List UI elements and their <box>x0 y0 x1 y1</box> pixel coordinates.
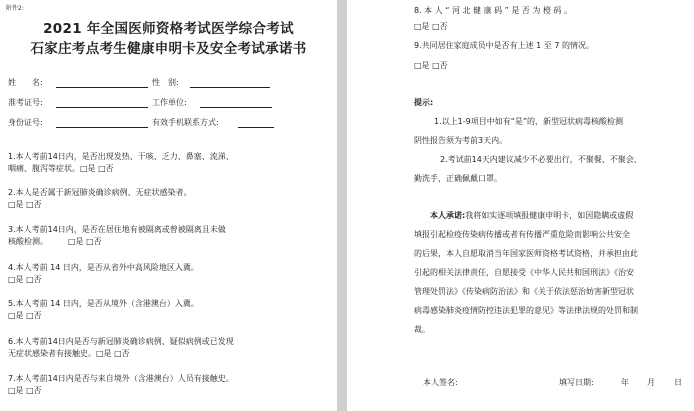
tips-heading: 提示: <box>414 98 434 107</box>
promise-line-6: 病毒感染肺炎疫情防控违法犯罪的意见》等法律法规的处罚和制 <box>414 306 638 315</box>
promise-line-3: 的后果，本人自愿取消当年国家医师资格考试资格，并承担由此 <box>414 249 638 258</box>
promise-line-2: 填报引起检疫传染病传播或者有传播严重危险而影响公共安全 <box>414 230 630 239</box>
question-8-options: □是 □否 <box>414 22 448 31</box>
exam-no-label: 准考证号: <box>8 98 43 107</box>
id-no-input-line[interactable] <box>56 127 148 128</box>
question-4: 4.本人考前 14 日内，是否从省外中高风险地区入冀。 □是 □否 <box>8 263 199 284</box>
date-label: 填写日期: <box>559 378 594 387</box>
phone-label: 有效手机联系方式: <box>152 118 219 127</box>
document-title-line2: 石家庄考点考生健康申明卡及安全考试承诺书 <box>30 41 307 57</box>
day-label: 日 <box>674 378 682 387</box>
id-no-label: 身份证号: <box>8 118 43 127</box>
document-title-line1: 2021 年全国医师资格考试医学综合考试 <box>43 21 294 37</box>
gender-input-line[interactable] <box>190 87 270 88</box>
question-1: 1.本人考前14日内，是否出现发热、干咳、乏力、鼻塞、流涕、 咽痛、腹泻等症状。□是 □否 <box>8 152 234 173</box>
phone-input-line[interactable] <box>238 127 274 128</box>
work-unit-input-line[interactable] <box>200 107 272 108</box>
question-2: 2.本人是否属于新冠肺炎确诊病例、无症状感染者。 □是 □否 <box>8 188 192 209</box>
document-page-left <box>0 0 337 411</box>
promise-line-7: 裁。 <box>414 325 430 334</box>
promise-line-4: 引起的相关法律责任，自愿接受《中华人民共和国刑法》《治安 <box>414 268 634 277</box>
question-8: 8. 本 人 “ 河 北 健 康 码 ” 是 否 为 橙 码 。 <box>414 6 573 15</box>
work-unit-label: 工作单位: <box>152 98 187 107</box>
question-7: 7.本人考前14日内是否与来自境外（含港澳台）人员有接触史。 □是 □否 <box>8 374 234 395</box>
question-3: 3.本人考前14日内，是否在居住地有被隔离或曾被隔离且未做 核酸检测。 □是 □否 <box>8 225 226 246</box>
question-9-options: □是 □否 <box>414 61 448 70</box>
question-5: 5.本人考前 14 日内，是否从境外（含港澳台）入冀。 □是 □否 <box>8 299 199 320</box>
tip-2-line2: 勤洗手，正确佩戴口罩。 <box>414 174 502 183</box>
gender-label: 性 别: <box>152 78 179 87</box>
tip-1-line1: 1.以上1-9项目中如有“是”的，新型冠状病毒核酸检测 <box>434 117 623 126</box>
question-6: 6.本人考前14日内是否与新冠肺炎确诊病例、疑似病例或已发现 无症状感染者有接触史。□是 □否 <box>8 337 234 358</box>
question-9: 9.共同居住家庭成员中是否有上述 1 至 7 的情况。 <box>414 41 594 50</box>
exam-no-input-line[interactable] <box>56 107 148 108</box>
promise-line-5: 管理处罚法》《传染病防治法》和《关于依法惩治妨害新型冠状 <box>414 287 634 296</box>
signature-label: 本人签名: <box>423 378 458 387</box>
document-page-right <box>347 0 694 411</box>
attachment-label: 附件2: <box>6 5 24 12</box>
promise-heading: 本人承诺: <box>430 211 466 220</box>
name-label: 姓 名: <box>8 78 43 87</box>
month-label: 月 <box>647 378 655 387</box>
promise-line-1: 本人承诺:我将如实逐项填报健康申明卡，如因隐瞒或虚假 <box>430 211 634 220</box>
year-label: 年 <box>621 378 629 387</box>
page-gutter <box>337 0 347 411</box>
tip-1-line2: 阴性报告须为考前3天内。 <box>414 136 508 145</box>
tip-2-line1: 2.考试前14天内建议减少不必要出行，不聚餐、不聚会、 <box>440 155 642 164</box>
name-input-line[interactable] <box>56 87 148 88</box>
